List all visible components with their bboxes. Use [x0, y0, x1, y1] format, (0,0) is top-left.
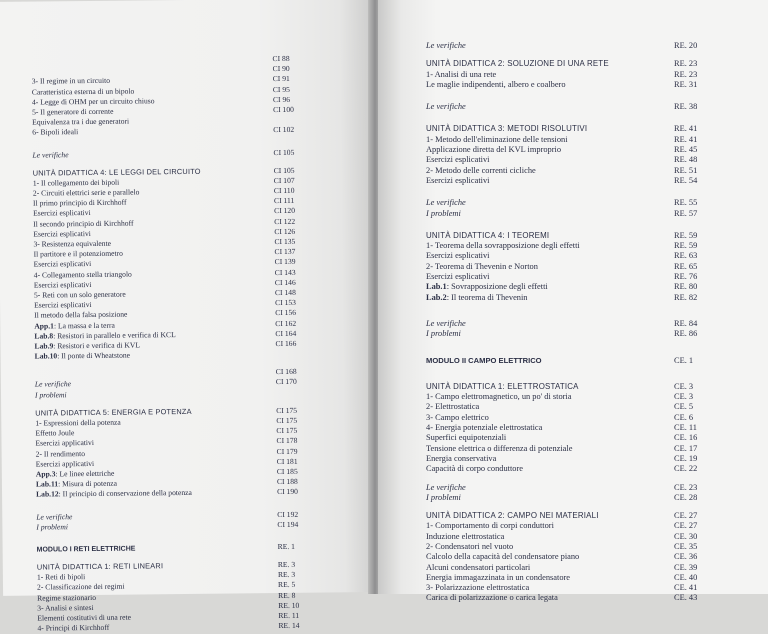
page-number: CI 111: [274, 196, 318, 207]
toc-review-entry: [426, 319, 718, 329]
page-number: CI 91: [273, 74, 317, 85]
page-number: RE. 45: [674, 145, 718, 155]
entry-title: 1- Analisi di una rete: [426, 70, 496, 80]
toc-entry: [426, 563, 718, 573]
lab-title: : Resistori e verifica di KVL: [53, 340, 140, 350]
page-number: CI 95: [273, 84, 317, 95]
page-number: CI 166: [275, 338, 319, 349]
entry-title: UNITÀ DIDATTICA 3: METODI RISOLUTIVI: [426, 124, 587, 134]
page-number: CI 137: [274, 247, 318, 258]
left-page: [0, 0, 375, 596]
page-number: CE. 35: [674, 542, 718, 552]
lab-title: : La massa e la terra: [54, 320, 115, 330]
toc-unit-heading: [426, 231, 718, 241]
toc-entry: [426, 272, 718, 282]
entry-title: Esercizi applicativi: [35, 438, 94, 449]
page-number: CI 162: [275, 318, 319, 329]
toc-entry: [426, 70, 718, 80]
entry-title: [426, 282, 548, 292]
toc-review-entry: [426, 198, 718, 208]
entry-title: 4- Legge di OHM per un circuito chiuso: [32, 96, 155, 107]
page-number: CI 139: [275, 257, 319, 268]
page-number: CE. 23: [674, 483, 718, 493]
table-of-contents-right: [426, 41, 718, 604]
page-number: CI 175: [276, 405, 320, 416]
page-number: CI 168: [276, 367, 320, 378]
entry-title: [35, 351, 131, 362]
spacer: [426, 303, 718, 319]
entry-title: Le verifiche: [426, 102, 466, 112]
entry-title: Effetto Joule: [35, 428, 74, 439]
entry-title: 2- Condensatori nel vuoto: [426, 542, 513, 552]
entry-title: 3- Resistenza equivalente: [33, 239, 111, 250]
page-number: CE. 17: [674, 444, 718, 454]
toc-unit-heading: [426, 59, 718, 69]
toc-module-heading: [426, 356, 718, 366]
page-number: CI 102: [273, 125, 317, 136]
page-number: RE. 80: [674, 282, 718, 292]
page-number: CI 153: [275, 298, 319, 309]
page-number: CE. 22: [674, 464, 718, 474]
entry-title: Esercizi esplicativi: [34, 259, 92, 270]
right-page: [378, 0, 768, 594]
entry-title: Capacità di corpo conduttore: [426, 464, 523, 474]
entry-title: UNITÀ DIDATTICA 4: I TEOREMI: [426, 231, 549, 241]
entry-title: Le verifiche: [36, 512, 72, 523]
page-number: RE. 20: [674, 41, 718, 51]
lab-title: : Il ponte di Wheatstone: [57, 351, 130, 361]
entry-title: 6- Bipoli ideali: [32, 127, 78, 138]
toc-entry: [426, 392, 718, 402]
page-number: CI 194: [277, 519, 321, 530]
page-number: CE. 43: [674, 593, 718, 603]
entry-title: Le verifiche: [35, 380, 71, 391]
toc-entry: [37, 621, 322, 634]
page-number: CI 143: [275, 267, 319, 278]
entry-title: Il metodo della falsa posizione: [34, 310, 127, 321]
entry-title: Carica di polarizzazione o carica legata: [426, 593, 558, 603]
spacer: [426, 475, 718, 483]
spacer: [426, 51, 718, 59]
page-number: CE. 5: [674, 402, 718, 412]
page-number: CE. 27: [674, 511, 718, 521]
page-number: CE. 27: [674, 521, 718, 531]
entry-title: UNITÀ DIDATTICA 1: ELETTROSTATICA: [426, 382, 579, 392]
page-number: RE. 59: [674, 231, 718, 241]
entry-title: 5- Reti con un solo generatore: [34, 290, 126, 301]
toc-unit-heading: [426, 124, 718, 134]
page-number: CI 179: [277, 446, 321, 457]
entry-title: UNITÀ DIDATTICA 2: SOLUZIONE DI UNA RETE: [426, 59, 609, 69]
page-number: CE. 40: [674, 573, 718, 583]
toc-lab-entry: [426, 293, 718, 303]
page-number: RE. 8: [278, 590, 322, 601]
entry-title: MODULO II CAMPO ELETTRICO: [426, 356, 542, 366]
page-number: CI 170: [276, 377, 320, 388]
entry-title: I problemi: [426, 209, 461, 219]
toc-entry: [426, 80, 718, 90]
page-number: CI 105: [273, 147, 317, 158]
entry-title: 1- Espressioni della potenza: [35, 418, 121, 429]
page-number: CI 190: [277, 487, 321, 498]
toc-entry: [426, 423, 718, 433]
page-number: CI 148: [275, 288, 319, 299]
page-number: CE. 6: [674, 413, 718, 423]
entry-title: I problemi: [35, 390, 67, 401]
page-number: RE. 1: [278, 541, 322, 552]
toc-entry: [426, 402, 718, 412]
entry-title: Equivalenza tra i due generatori: [32, 117, 129, 128]
entry-title: MODULO I RETI ELETTRICHE: [37, 544, 136, 555]
entry-title: 5- Il generatore di corrente: [32, 107, 113, 118]
toc-review-entry: [426, 483, 718, 493]
page-number: CE. 30: [674, 532, 718, 542]
toc-entry: [426, 251, 718, 261]
entry-title: [426, 293, 528, 303]
toc-entry: [426, 573, 718, 583]
page-number: RE. 11: [278, 611, 322, 622]
spacer: [426, 186, 718, 198]
entry-title: Le verifiche: [426, 41, 466, 51]
page-number: RE. 84: [674, 319, 718, 329]
entry-title: 4- Collegamento stella triangolo: [34, 269, 132, 280]
page-number: RE. 31: [674, 80, 718, 90]
entry-title: UNITÀ DIDATTICA 1: RETI LINEARI: [37, 561, 163, 573]
entry-title: 1- Reti di bipoli: [37, 572, 85, 583]
entry-title: I problemi: [36, 522, 68, 533]
entry-title: I problemi: [426, 493, 461, 503]
lab-label: App.3: [36, 469, 56, 478]
entry-title: UNITÀ DIDATTICA 5: ENERGIA E POTENZA: [35, 407, 192, 419]
page-number: RE. 63: [674, 251, 718, 261]
lab-label: Lab.2: [426, 293, 447, 302]
entry-title: Le verifiche: [32, 150, 68, 161]
toc-lab-entry: [426, 282, 718, 292]
toc-entry: [426, 444, 718, 454]
page-number: CI 90: [273, 64, 317, 75]
entry-title: 4- Energia potenziale elettrostatica: [426, 423, 542, 433]
page-number: RE. 10: [278, 600, 322, 611]
page-number: CI 105: [274, 165, 318, 176]
spacer: [426, 340, 718, 356]
toc-entry: [426, 241, 718, 251]
table-of-contents-left: [31, 54, 322, 634]
page-number: CE. 39: [674, 563, 718, 573]
page-number: RE. 23: [674, 59, 718, 69]
toc-entry: [426, 176, 718, 186]
page-number: CI 164: [275, 328, 319, 339]
spacer: [426, 112, 718, 124]
entry-title: 2- Teorema di Thevenin e Norton: [426, 262, 538, 272]
page-number: RE. 48: [674, 155, 718, 165]
lab-title: : Le linee elettriche: [55, 469, 114, 479]
page-number: RE. 3: [278, 560, 322, 571]
entry-title: Il partitore e il potenziometro: [33, 249, 123, 260]
entry-title: Esercizi esplicativi: [426, 251, 489, 261]
page-number: RE. 51: [674, 166, 718, 176]
spacer: [426, 366, 718, 382]
page-number: CI 192: [277, 509, 321, 520]
toc-entry: [426, 413, 718, 423]
toc-unit-heading: [426, 382, 718, 392]
toc-entry: [426, 454, 718, 464]
page-number: CI 178: [276, 436, 320, 447]
entry-title: Esercizi esplicativi: [426, 176, 489, 186]
entry-title: Energia conservativa: [426, 454, 496, 464]
entry-title: Energia immagazzinata in un condensatore: [426, 573, 570, 583]
page-number: RE. 5: [278, 580, 322, 591]
entry-title: Esercizi esplicativi: [33, 208, 91, 219]
page-number: CI 156: [275, 308, 319, 319]
page-number: CI 146: [275, 277, 319, 288]
entry-title: 3- Il regime in un circuito: [32, 76, 110, 87]
entry-title: Esercizi esplicativi: [34, 300, 92, 311]
page-number: CE. 16: [674, 433, 718, 443]
entry-title: 2- Circuiti elettrici serie e parallelo: [33, 188, 140, 199]
lab-label: App.1: [34, 321, 54, 330]
entry-title: I problemi: [426, 329, 461, 339]
entry-title: Regime stazionario: [37, 593, 96, 604]
entry-title: Elementi costitutivi di una rete: [37, 613, 131, 624]
page-number: RE. 65: [674, 262, 718, 272]
entry-title: 3- Campo elettrico: [426, 413, 489, 423]
entry-title: 2- Elettrostatica: [426, 402, 479, 412]
lab-label: Lab.12: [36, 490, 59, 499]
page-number: CI 122: [274, 216, 318, 227]
entry-title: Le verifiche: [426, 319, 466, 329]
entry-title: 3- Analisi e sintesi: [37, 603, 93, 614]
page-number: RE. 55: [674, 198, 718, 208]
page-number: CI 188: [277, 477, 321, 488]
lab-label: Lab.8: [34, 331, 53, 340]
entry-title: Esercizi esplicativi: [33, 229, 91, 240]
entry-title: 3- Polarizzazione elettrostatica: [426, 583, 529, 593]
entry-title: Esercizi esplicativi: [426, 272, 489, 282]
toc-entry: [426, 464, 718, 474]
entry-title: Esercizi esplicativi: [426, 155, 489, 165]
page-number: RE. 23: [674, 70, 718, 80]
entry-title: 2- Metodo delle correnti cicliche: [426, 166, 536, 176]
page-number: RE. 59: [674, 241, 718, 251]
toc-review-entry: [426, 41, 718, 51]
entry-title: Le verifiche: [426, 198, 466, 208]
lab-title: : Resistori in parallelo e verifica di KCL: [53, 330, 176, 340]
entry-title: Superfici equipotenziali: [426, 433, 506, 443]
page-number: RE. 3: [278, 570, 322, 581]
entry-title: Applicazione diretta del KVL improprio: [426, 145, 561, 155]
page-number: RE. 86: [674, 329, 718, 339]
page-number: CE. 3: [674, 392, 718, 402]
toc-entry: [426, 521, 718, 531]
entry-title: 1- Metodo dell'eliminazione delle tensioni: [426, 135, 568, 145]
page-number: CI 96: [273, 94, 317, 105]
page-number: CE. 28: [674, 493, 718, 503]
toc-entry: [426, 552, 718, 562]
toc-review-entry: [426, 102, 718, 112]
entry-title: Le verifiche: [426, 483, 466, 493]
toc-entry: [426, 593, 718, 603]
lab-label: Lab.10: [35, 351, 58, 360]
page-number: RE. 82: [674, 293, 718, 303]
lab-label: Lab.9: [34, 341, 53, 350]
page-number: RE. 54: [674, 176, 718, 186]
toc-unit-heading: [426, 511, 718, 521]
page-number: CE. 11: [674, 423, 718, 433]
lab-label: Lab.1: [426, 282, 447, 291]
page-number: CE. 36: [674, 552, 718, 562]
entry-title: Alcuni condensatori particolari: [426, 563, 530, 573]
entry-title: Il primo principio di Kirchhoff: [33, 198, 127, 209]
entry-title: 1- Comportamento di corpi conduttori: [426, 521, 554, 531]
lab-title: : Misura di potenza: [58, 479, 117, 489]
entry-title: 2- Classificazione dei regimi: [37, 582, 125, 593]
page-number: CI 175: [276, 426, 320, 437]
page-number: CE. 3: [674, 382, 718, 392]
page-number: CI 175: [276, 416, 320, 427]
entry-title: [36, 488, 192, 500]
page-number: CI 88: [272, 54, 316, 65]
toc-entry: [426, 433, 718, 443]
page-number: RE. 57: [674, 209, 718, 219]
entry-title: Tensione elettrica o differenza di potenziale: [426, 444, 572, 454]
entry-title: 1- Il collegamento dei bipoli: [33, 178, 120, 189]
entry-title: 2- Il rendimento: [36, 449, 85, 460]
entry-title: 4- Principi di Kirchhoff: [37, 623, 109, 634]
spacer: [426, 219, 718, 231]
entry-title: Calcolo della capacità del condensatore piano: [426, 552, 579, 562]
page-number: CE. 19: [674, 454, 718, 464]
spacer: [426, 90, 718, 102]
lab-title: : Sovrapposizione degli effetti: [447, 282, 548, 291]
toc-entry: [426, 166, 718, 176]
lab-title: : Il principio di conservazione della potenza: [59, 488, 192, 498]
toc-entry: [426, 532, 718, 542]
toc-review-entry: [426, 329, 718, 339]
page-number: CI 110: [274, 186, 318, 197]
toc-entry: [426, 145, 718, 155]
entry-title: Caratteristica esterna di un bipolo: [32, 86, 135, 97]
page-number: CE. 41: [674, 583, 718, 593]
page-number: RE. 41: [674, 135, 718, 145]
page-number: RE. 41: [674, 124, 718, 134]
toc-entry: [426, 262, 718, 272]
entry-title: UNITÀ DIDATTICA 4: LE LEGGI DEL CIRCUITO: [33, 167, 201, 179]
page-number: RE. 76: [674, 272, 718, 282]
toc-entry: [426, 583, 718, 593]
lab-title: : Il teorema di Thevenin: [447, 293, 528, 302]
entry-title: 1- Teorema della sovrapposizione degli effetti: [426, 241, 580, 251]
entry-title: Le maglie indipendenti, albero e coalbero: [426, 80, 566, 90]
entry-title: 1- Campo elettromagnetico, un po' di storia: [426, 392, 571, 402]
page-number: CI 135: [274, 237, 318, 248]
toc-review-entry: [426, 209, 718, 219]
page-number: CI 120: [274, 206, 318, 217]
page-number: CI 100: [273, 105, 317, 116]
page-number: CI 185: [277, 467, 321, 478]
page-number: CI 126: [274, 226, 318, 237]
page-number: RE. 38: [674, 102, 718, 112]
entry-title: Il secondo principio di Kirchhoff: [33, 218, 133, 229]
lab-label: Lab.11: [36, 479, 58, 488]
entry-title: Esercizi esplicativi: [34, 280, 92, 291]
toc-entry: [426, 542, 718, 552]
entry-title: UNITÀ DIDATTICA 2: CAMPO NEI MATERIALI: [426, 511, 599, 521]
page-number: CE. 1: [674, 356, 718, 366]
toc-entry: [426, 135, 718, 145]
entry-title: Induzione elettrostatica: [426, 532, 504, 542]
toc-review-entry: [426, 493, 718, 503]
entry-title: Esercizi applicativi: [36, 459, 95, 470]
spacer: [426, 503, 718, 511]
toc-entry: [426, 155, 718, 165]
page-number: CI 181: [277, 456, 321, 467]
page-number: CI 107: [274, 175, 318, 186]
page-number: RE. 14: [278, 621, 322, 632]
